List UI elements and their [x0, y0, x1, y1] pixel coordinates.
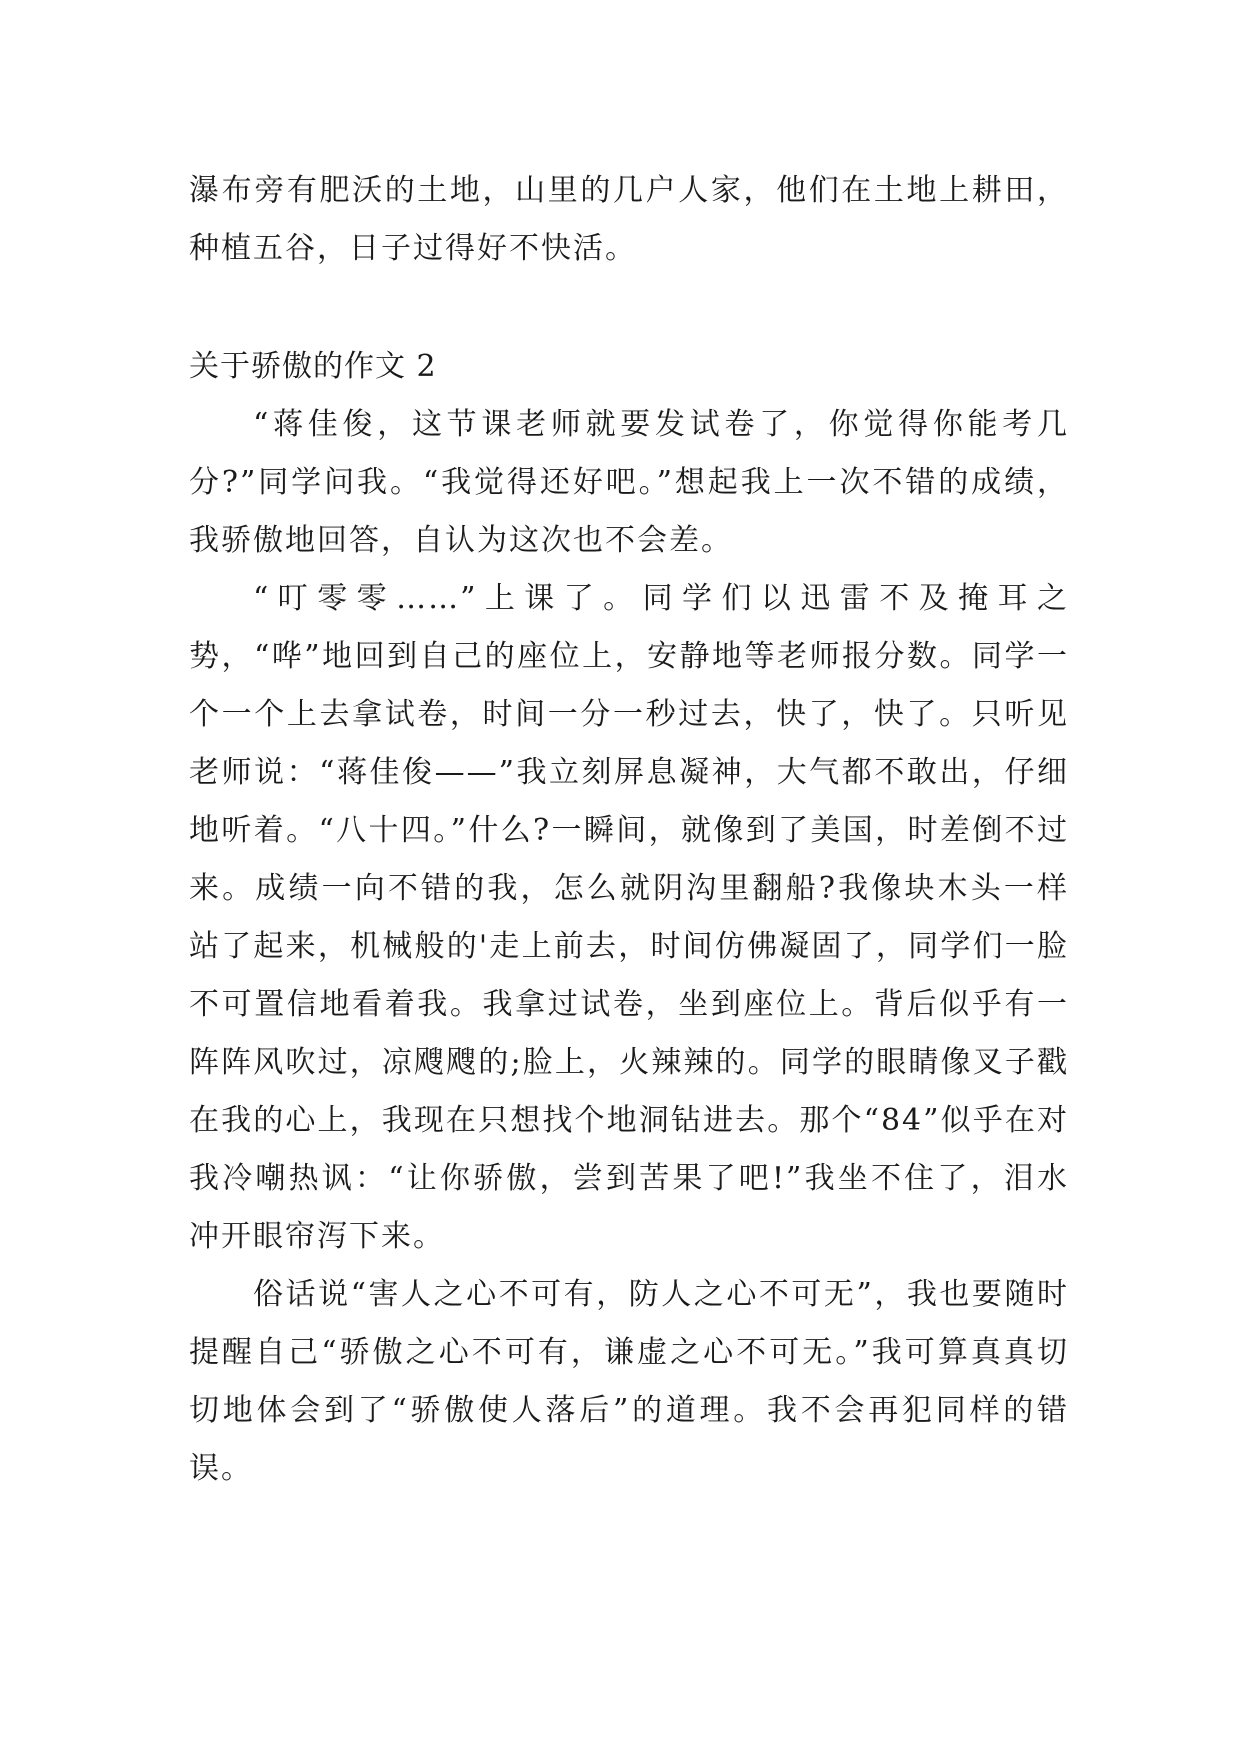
section-title: 关于骄傲的作文 2	[189, 349, 437, 384]
body-paragraph-1: “蒋佳俊，这节课老师就要发试卷了，你觉得你能考几分?”同学问我。“我觉得还好吧。”想起我上一次不错的成绩，我骄傲地回答，自认为这次也不会差。	[189, 407, 1069, 558]
document-body	[189, 162, 1069, 1498]
body-paragraph-2: “叮零零……”上课了。同学们以迅雷不及掩耳之势，“哗”地回到自己的座位上，安静地等老师报分数。同学一个一个上去拿试卷，时间一分一秒过去，快了，快了。只听见老师说：“蒋佳俊——”我立刻屏息凝神，大气都不敢出，仔细地听着。“八十四。”什么?一瞬间，就像到了美国，时差倒不过来。成绩一向不错的我，怎么就阴沟里翻船?我像块木头一样站了起来，机械般的'走上前去，时间仿佛凝固了，同学们一脸不可置信地看着我。我拿过试卷，坐到座位上。背后似乎有一阵阵风吹过，凉飕飕的;脸上，火辣辣的。同学的眼睛像叉子戳在我的心上，我现在只想找个地洞钻进去。那个“84”似乎在对我冷嘲热讽：“让你骄傲，尝到苦果了吧!”我坐不住了，泪水冲开眼帘泻下来。	[189, 581, 1069, 1254]
body-paragraph-3: 俗话说“害人之心不可有，防人之心不可无”，我也要随时提醒自己“骄傲之心不可有，谦虚之心不可无。”我可算真真切切地体会到了“骄傲使人落后”的道理。我不会再犯同样的错误。	[189, 1277, 1069, 1486]
opening-paragraph: 瀑布旁有肥沃的土地，山里的几户人家，他们在土地上耕田，种植五谷，日子过得好不快活。	[189, 173, 1069, 266]
